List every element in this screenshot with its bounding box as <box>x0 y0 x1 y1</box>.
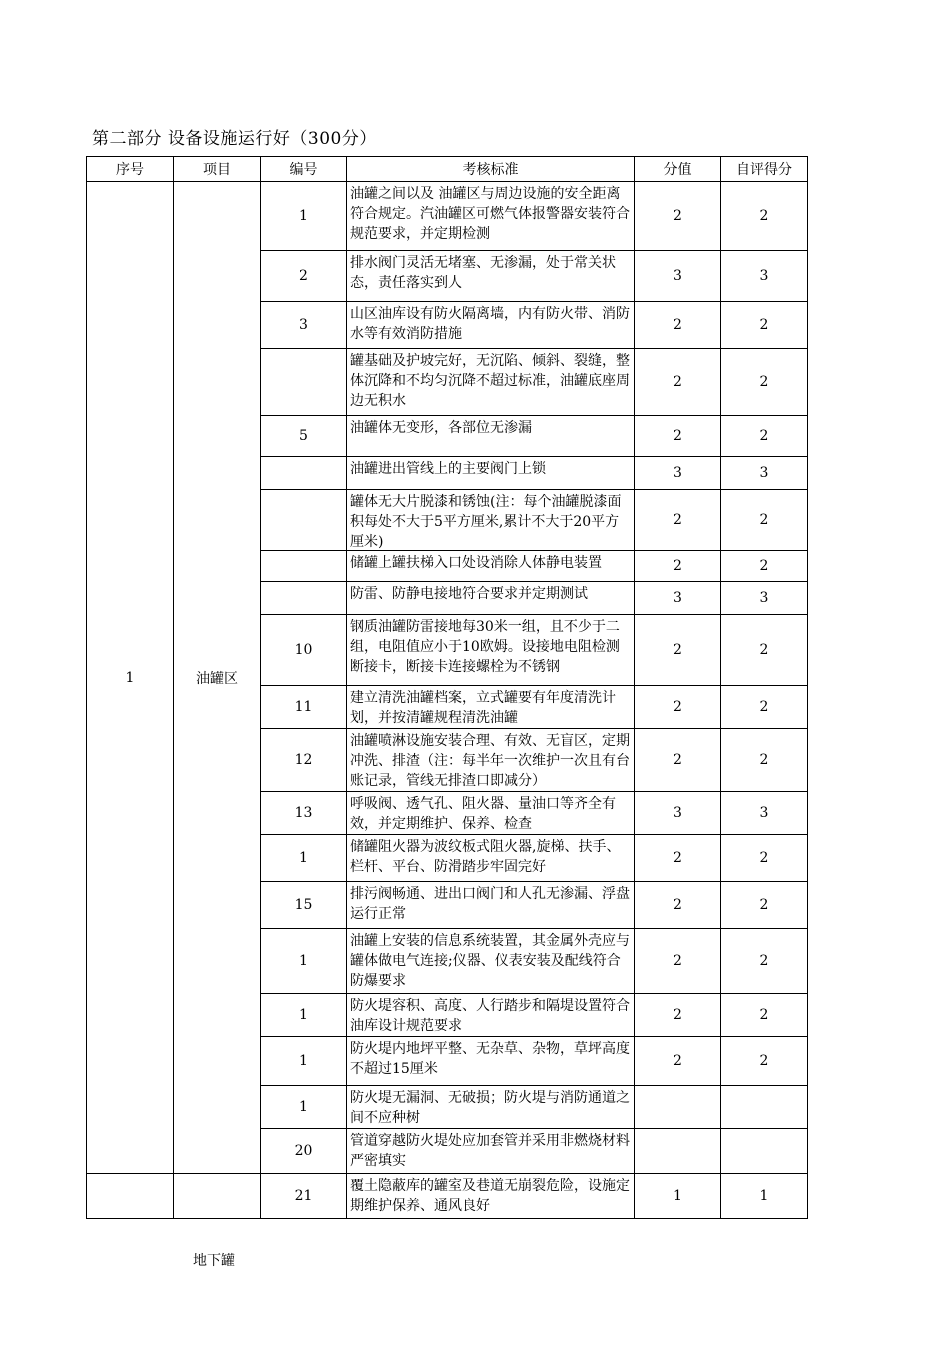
number-cell <box>261 582 347 615</box>
number-cell: 21 <box>261 1174 347 1219</box>
header-no: 编号 <box>261 157 347 182</box>
score-cell: 2 <box>635 349 721 416</box>
number-cell <box>261 551 347 582</box>
underground-tank-label: 地下罐 <box>193 1253 235 1269</box>
standard-text: 油罐喷淋设施安装合理、有效、无盲区，定期冲洗、排渣（注：每半年一次维护一次且有台账记录，管线无排渣口即减分） <box>350 733 630 789</box>
standard-text: 钢质油罐防雷接地每30米一组，且不少于二组，电阻值应小于10欧姆。设接地电阻检测断接卡，断接卡连接螺栓为不锈钢 <box>350 619 620 675</box>
number-cell: 5 <box>261 416 347 457</box>
standard-text: 罐体无大片脱漆和锈蚀(注：每个油罐脱漆面积每处不大于5平方厘米,累计不大于20平方厘米) <box>350 494 622 550</box>
self-score-cell: 3 <box>721 582 808 615</box>
score-cell: 3 <box>635 457 721 490</box>
standard-cell <box>347 994 635 1037</box>
standard-cell <box>347 1129 635 1174</box>
standard-cell <box>347 835 635 882</box>
self-score-cell: 2 <box>721 929 808 994</box>
standard-cell <box>347 251 635 302</box>
score-cell: 2 <box>635 302 721 349</box>
table-row <box>87 182 808 251</box>
standard-cell <box>347 582 635 615</box>
self-score-cell: 2 <box>721 182 808 251</box>
standard-text: 山区油库设有防火隔离墙，内有防火带、消防水等有效消防措施 <box>350 306 630 342</box>
section-title: 第二部分 设备设施运行好（300分） <box>92 129 377 149</box>
number-cell: 1 <box>261 929 347 994</box>
header-seq: 序号 <box>87 157 174 182</box>
standard-cell <box>347 302 635 349</box>
standard-text: 管道穿越防火堤处应加套管并采用非燃烧材料严密填实 <box>350 1133 630 1169</box>
number-cell: 12 <box>261 729 347 792</box>
self-score-cell: 2 <box>721 349 808 416</box>
standard-cell <box>347 1086 635 1129</box>
assessment-table <box>86 156 808 1219</box>
number-cell: 2 <box>261 251 347 302</box>
score-cell: 2 <box>635 994 721 1037</box>
number-cell: 1 <box>261 1037 347 1086</box>
standard-cell <box>347 416 635 457</box>
number-cell <box>261 457 347 490</box>
standard-cell <box>347 182 635 251</box>
standard-text: 油罐进出管线上的主要阀门上锁 <box>350 461 546 477</box>
self-score-cell: 3 <box>721 457 808 490</box>
standard-cell <box>347 551 635 582</box>
header-score: 分值 <box>635 157 721 182</box>
number-cell: 1 <box>261 182 347 251</box>
standard-text: 排水阀门灵活无堵塞、无渗漏，处于常关状态，责任落实到人 <box>350 255 616 291</box>
standard-text: 防火堤内地坪平整、无杂草、杂物，草坪高度不超过15厘米 <box>350 1041 630 1077</box>
standard-text: 呼吸阀、透气孔、阻火器、量油口等齐全有效，并定期维护、保养、检查 <box>350 796 616 832</box>
self-score-cell: 2 <box>721 302 808 349</box>
standard-cell <box>347 1037 635 1086</box>
score-cell: 2 <box>635 929 721 994</box>
score-cell: 3 <box>635 582 721 615</box>
score-cell: 2 <box>635 835 721 882</box>
self-score-cell: 2 <box>721 416 808 457</box>
item-cell: 油罐区 <box>174 182 261 1174</box>
seq-cell <box>87 1174 174 1219</box>
number-cell: 11 <box>261 686 347 729</box>
standard-text: 油罐体无变形，各部位无渗漏 <box>350 420 532 436</box>
standard-cell <box>347 1174 635 1219</box>
standard-text: 排污阀畅通、进出口阀门和人孔无渗漏、浮盘运行正常 <box>350 886 630 922</box>
score-cell <box>635 1129 721 1174</box>
standard-cell <box>347 615 635 686</box>
number-cell: 15 <box>261 882 347 929</box>
header-self-score: 自评得分 <box>721 157 808 182</box>
self-score-cell: 2 <box>721 835 808 882</box>
number-cell: 3 <box>261 302 347 349</box>
score-cell: 2 <box>635 182 721 251</box>
score-cell: 1 <box>635 1174 721 1219</box>
self-score-cell: 1 <box>721 1174 808 1219</box>
seq-cell: 1 <box>87 182 174 1174</box>
standard-cell <box>347 686 635 729</box>
score-cell: 2 <box>635 551 721 582</box>
standard-text: 建立清洗油罐档案，立式罐要有年度清洗计划，并按清罐规程清洗油罐 <box>350 690 616 726</box>
score-cell: 2 <box>635 416 721 457</box>
self-score-cell <box>721 1129 808 1174</box>
number-cell: 20 <box>261 1129 347 1174</box>
self-score-cell: 2 <box>721 551 808 582</box>
self-score-cell <box>721 1086 808 1129</box>
self-score-cell: 2 <box>721 490 808 551</box>
standard-text: 油罐上安装的信息系统装置，其金属外壳应与罐体做电气连接;仪器、仪表安装及配线符合防爆要求 <box>350 933 630 989</box>
standard-text: 储罐阻火器为波纹板式阻火器,旋梯、扶手、栏杆、平台、防滑踏步牢固完好 <box>350 839 621 875</box>
item-cell <box>174 1174 261 1219</box>
standard-cell <box>347 929 635 994</box>
standard-cell <box>347 490 635 551</box>
self-score-cell: 2 <box>721 615 808 686</box>
score-cell: 2 <box>635 490 721 551</box>
score-cell: 2 <box>635 1037 721 1086</box>
standard-cell <box>347 457 635 490</box>
standard-text: 油罐之间以及 油罐区与周边设施的安全距离符合规定。汽油罐区可燃气体报警器安装符合规范要求，并定期检测 <box>350 186 630 242</box>
self-score-cell: 2 <box>721 686 808 729</box>
standard-text: 罐基础及护坡完好，无沉陷、倾斜、裂缝，整体沉降和不均匀沉降不超过标准，油罐底座周边无积水 <box>350 353 630 409</box>
score-cell: 2 <box>635 615 721 686</box>
standard-text: 储罐上罐扶梯入口处设消除人体静电装置 <box>350 555 602 571</box>
standard-cell <box>347 729 635 792</box>
score-cell <box>635 1086 721 1129</box>
number-cell: 1 <box>261 1086 347 1129</box>
standard-text: 防火堤容积、高度、人行踏步和隔堤设置符合油库设计规范要求 <box>350 998 630 1034</box>
self-score-cell: 2 <box>721 994 808 1037</box>
standard-cell <box>347 882 635 929</box>
self-score-cell: 2 <box>721 882 808 929</box>
self-score-cell: 3 <box>721 792 808 835</box>
self-score-cell: 3 <box>721 251 808 302</box>
number-cell: 13 <box>261 792 347 835</box>
standard-text: 覆土隐蔽库的罐室及巷道无崩裂危险，设施定期维护保养、通风良好 <box>350 1178 630 1214</box>
standard-text: 防雷、防静电接地符合要求并定期测试 <box>350 586 588 602</box>
score-cell: 3 <box>635 792 721 835</box>
score-cell: 2 <box>635 729 721 792</box>
header-standard: 考核标准 <box>347 157 635 182</box>
number-cell: 10 <box>261 615 347 686</box>
standard-text: 防火堤无漏洞、无破损；防火堤与消防通道之间不应种树 <box>350 1090 630 1126</box>
number-cell: 1 <box>261 994 347 1037</box>
score-cell: 3 <box>635 251 721 302</box>
header-row <box>87 157 808 182</box>
table-row <box>87 1174 808 1219</box>
self-score-cell: 2 <box>721 1037 808 1086</box>
header-item: 项目 <box>174 157 261 182</box>
number-cell: 1 <box>261 835 347 882</box>
standard-cell <box>347 792 635 835</box>
self-score-cell: 2 <box>721 729 808 792</box>
standard-cell <box>347 349 635 416</box>
score-cell: 2 <box>635 686 721 729</box>
number-cell <box>261 490 347 551</box>
score-cell: 2 <box>635 882 721 929</box>
number-cell <box>261 349 347 416</box>
